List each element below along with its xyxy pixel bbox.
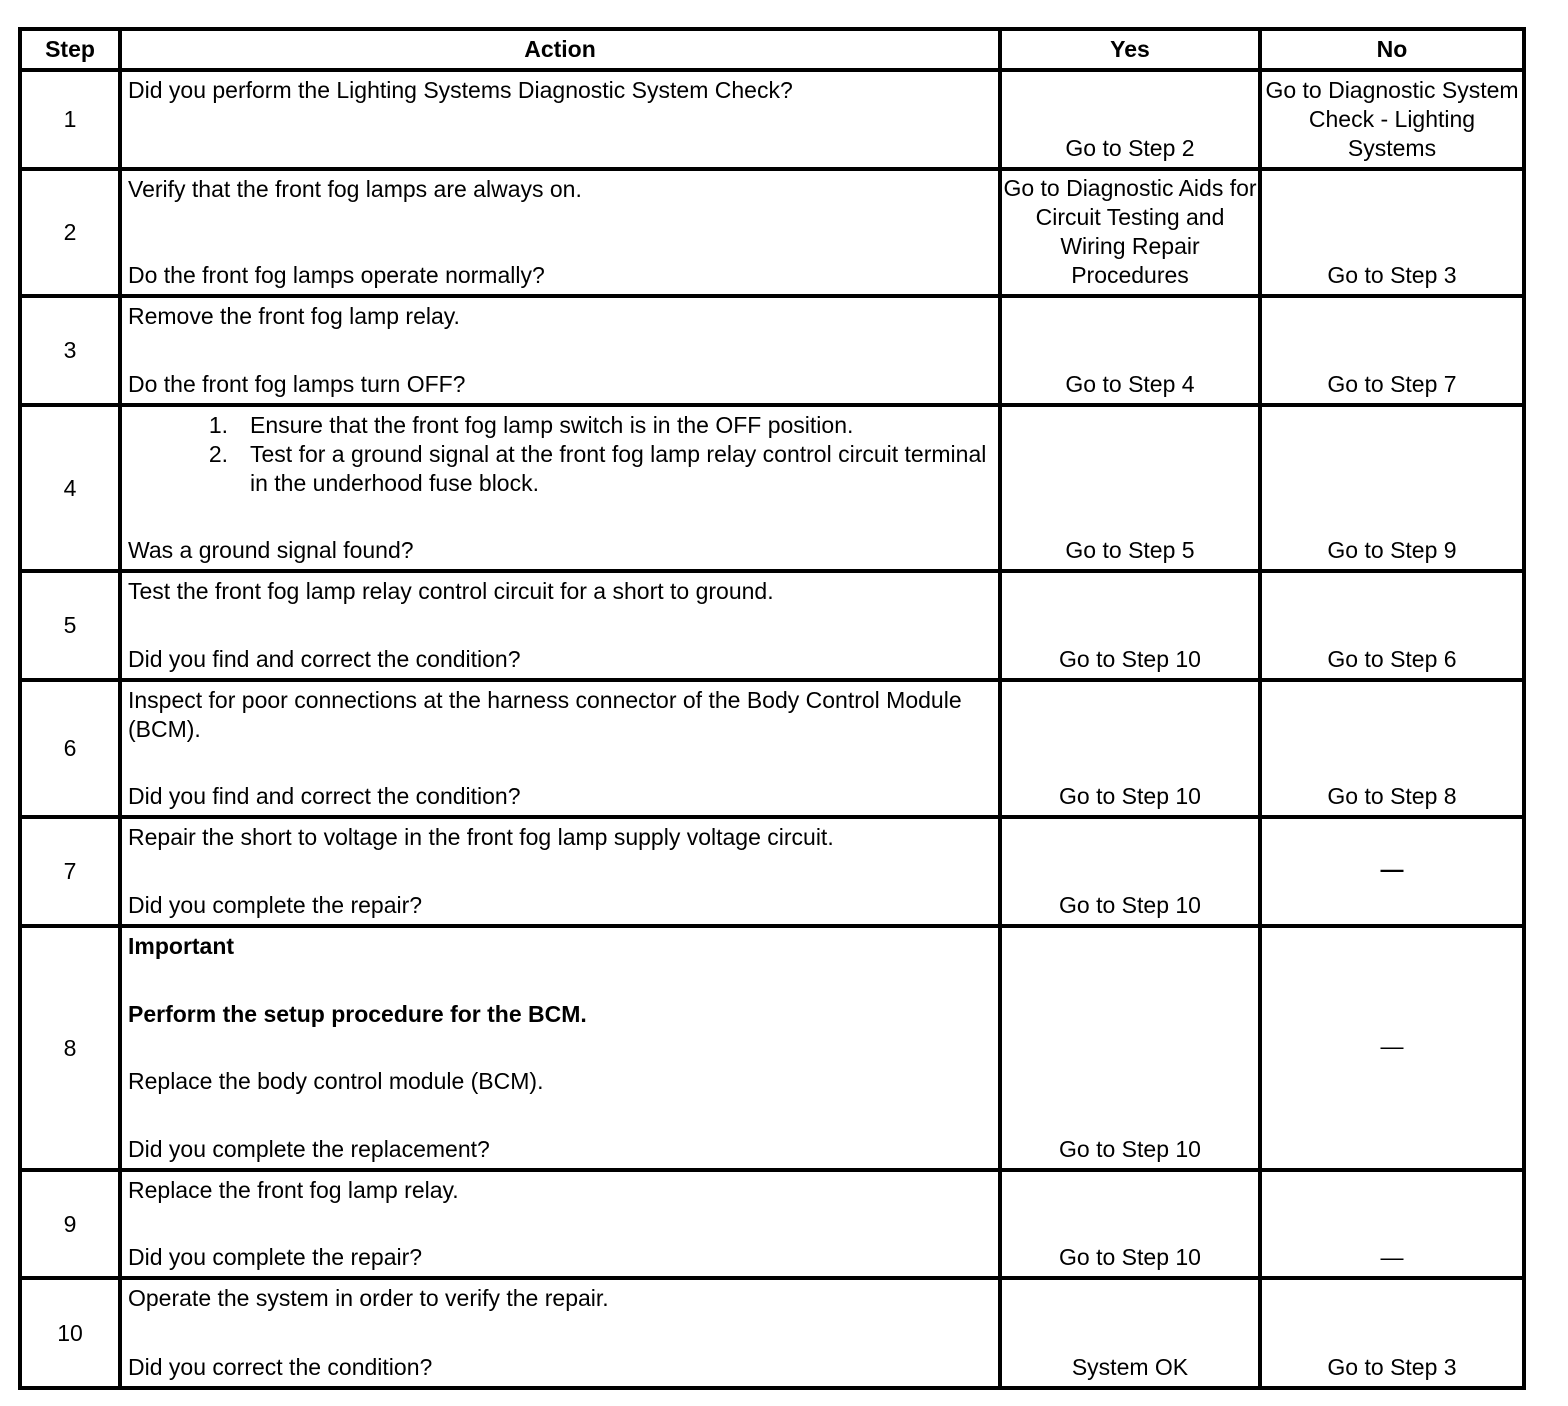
action-text: Remove the front fog lamp relay. <box>128 303 460 329</box>
no-cell: Go to Step 7 <box>1260 296 1524 405</box>
action-question: Did you complete the repair? <box>128 892 423 918</box>
action-question: Do the front fog lamps operate normally? <box>128 262 545 288</box>
action-cell <box>120 169 1000 296</box>
step-number: 8 <box>20 926 120 1170</box>
table-row <box>20 296 1524 405</box>
step-number: 1 <box>20 70 120 169</box>
table-row <box>20 571 1524 680</box>
yes-cell: Go to Step 10 <box>1000 926 1260 1170</box>
action-question: Did you correct the condition? <box>128 1354 433 1380</box>
important-label: Important <box>128 933 235 959</box>
dash-text: — <box>1380 856 1404 882</box>
action-text: Replace the front fog lamp relay. <box>128 1177 459 1203</box>
no-cell: — <box>1260 926 1524 1170</box>
header-no: No <box>1260 29 1524 70</box>
yes-cell: Go to Step 2 <box>1000 70 1260 169</box>
yes-cell: Go to Step 10 <box>1000 680 1260 817</box>
header-row <box>20 29 1524 70</box>
list-item <box>128 411 992 440</box>
no-cell: Go to Diagnostic System Check - Lighting Systems <box>1260 70 1524 169</box>
step-number: 9 <box>20 1170 120 1278</box>
yes-cell: Go to Diagnostic Aids for Circuit Testing and Wiring Repair Procedures <box>1000 169 1260 296</box>
action-text: Did you perform the Lighting Systems Diagnostic System Check? <box>128 77 793 103</box>
yes-cell: System OK <box>1000 1278 1260 1388</box>
no-cell: — <box>1260 1170 1524 1278</box>
action-text: Operate the system in order to verify the repair. <box>128 1285 609 1311</box>
table-row <box>20 1170 1524 1278</box>
important-note: Perform the setup procedure for the BCM. <box>128 1000 587 1027</box>
table-row <box>20 1278 1524 1388</box>
action-text: Verify that the front fog lamps are always on. <box>128 176 582 202</box>
action-cell <box>120 926 1000 1170</box>
yes-cell: Go to Step 4 <box>1000 296 1260 405</box>
yes-cell: Go to Step 5 <box>1000 405 1260 571</box>
no-cell: Go to Step 6 <box>1260 571 1524 680</box>
step-number: 2 <box>20 169 120 296</box>
list-item-number: 2. <box>208 441 228 467</box>
header-action: Action <box>120 29 1000 70</box>
step-number: 7 <box>20 817 120 926</box>
action-question: Did you find and correct the condition? <box>128 646 521 672</box>
step-number: 10 <box>20 1278 120 1388</box>
table-row <box>20 70 1524 169</box>
action-cell <box>120 817 1000 926</box>
action-question: Was a ground signal found? <box>128 537 414 563</box>
table-row <box>20 169 1524 296</box>
no-cell: Go to Step 3 <box>1260 1278 1524 1388</box>
no-cell: Go to Step 9 <box>1260 405 1524 571</box>
diagnostic-table <box>18 27 1526 1390</box>
step-number: 4 <box>20 405 120 571</box>
action-text: Repair the short to voltage in the front fog lamp supply voltage circuit. <box>128 824 834 850</box>
no-cell <box>1260 817 1524 926</box>
action-text: Inspect for poor connections at the harness connector of the Body Control Module (BCM). <box>128 687 962 742</box>
action-text: Replace the body control module (BCM). <box>128 1068 544 1095</box>
action-cell <box>120 680 1000 817</box>
action-cell <box>120 70 1000 169</box>
yes-cell: Go to Step 10 <box>1000 1170 1260 1278</box>
step-number: 6 <box>20 680 120 817</box>
action-cell <box>120 405 1000 571</box>
step-number: 5 <box>20 571 120 680</box>
list-item-text: Test for a ground signal at the front fog lamp relay control circuit terminal in the underhood fuse block. <box>250 441 987 496</box>
step-number: 3 <box>20 296 120 405</box>
list-item-number: 1. <box>208 412 228 438</box>
list-item <box>128 440 992 498</box>
action-cell <box>120 296 1000 405</box>
table-row <box>20 405 1524 571</box>
action-cell <box>120 1170 1000 1278</box>
action-cell <box>120 571 1000 680</box>
action-question: Did you complete the repair? <box>128 1244 423 1270</box>
yes-cell: Go to Step 10 <box>1000 817 1260 926</box>
action-question: Do the front fog lamps turn OFF? <box>128 371 466 397</box>
action-question: Did you complete the replacement? <box>128 1135 490 1162</box>
numbered-list <box>128 411 992 498</box>
list-item-text: Ensure that the front fog lamp switch is in the OFF position. <box>250 412 854 438</box>
action-cell <box>120 1278 1000 1388</box>
no-cell: Go to Step 8 <box>1260 680 1524 817</box>
table-row <box>20 926 1524 1170</box>
action-question: Did you find and correct the condition? <box>128 783 521 809</box>
table-row <box>20 817 1524 926</box>
action-text: Test the front fog lamp relay control circuit for a short to ground. <box>128 578 774 604</box>
no-cell: Go to Step 3 <box>1260 169 1524 296</box>
header-step: Step <box>20 29 120 70</box>
header-yes: Yes <box>1000 29 1260 70</box>
table-row <box>20 680 1524 817</box>
yes-cell: Go to Step 10 <box>1000 571 1260 680</box>
